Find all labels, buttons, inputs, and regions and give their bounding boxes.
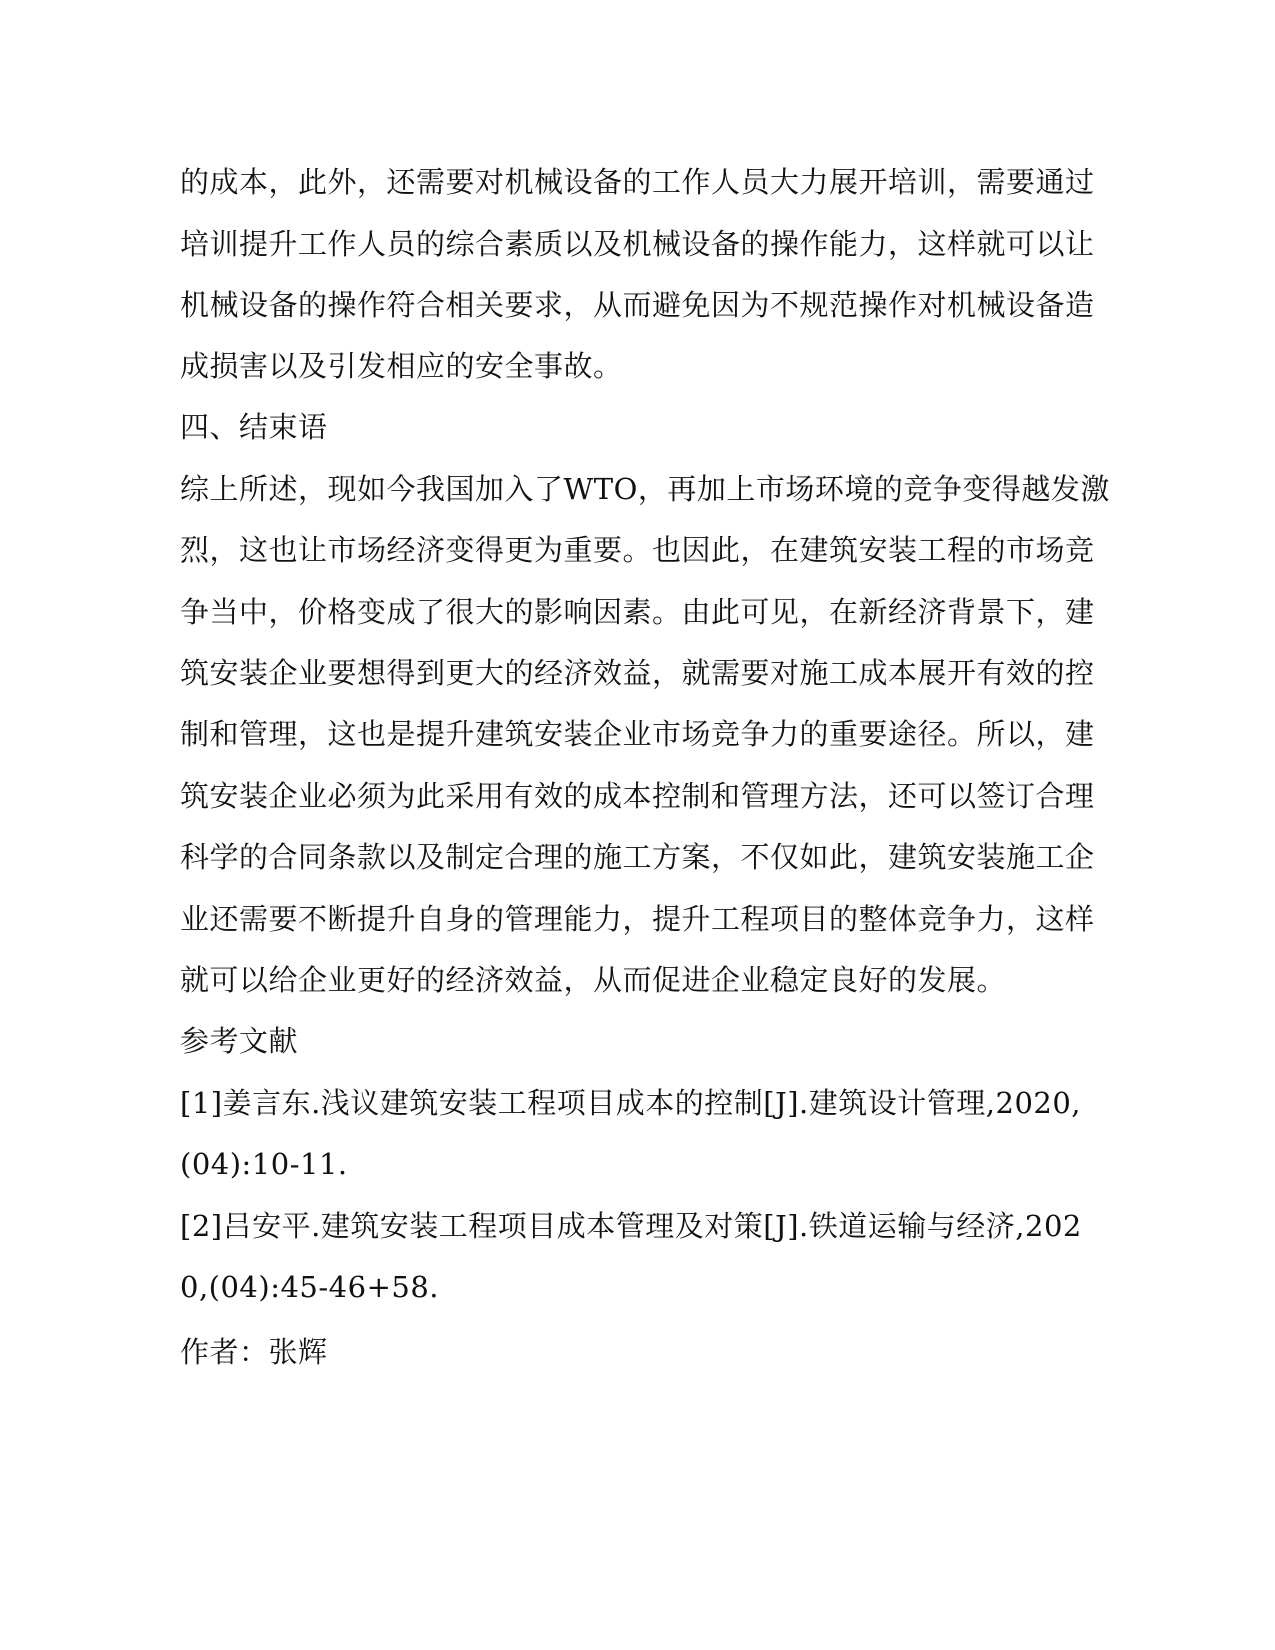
body-text-line: 综上所述，现如今我国加入了WTO，再加上市场环境的竞争变得越发激	[180, 472, 1110, 506]
reference-line: [1]姜言东.浅议建筑安装工程项目成本的控制[J].建筑设计管理,2020,	[180, 1086, 1082, 1120]
body-text-line: 的成本，此外，还需要对机械设备的工作人员大力展开培训，需要通过	[180, 165, 1095, 199]
reference-line: (04):10-11.	[180, 1147, 348, 1181]
body-text-line: 争当中，价格变成了很大的影响因素。由此可见，在新经济背景下，建	[180, 595, 1095, 629]
reference-line: 0,(04):45-46+58.	[180, 1270, 439, 1304]
body-text-line: 培训提升工作人员的综合素质以及机械设备的操作能力，这样就可以让	[180, 227, 1095, 261]
body-text-line: 制和管理，这也是提升建筑安装企业市场竞争力的重要途径。所以，建	[180, 717, 1095, 751]
author-line: 作者：张辉	[180, 1335, 328, 1369]
body-text-line: 筑安装企业要想得到更大的经济效益，就需要对施工成本展开有效的控	[180, 656, 1095, 690]
section-heading: 四、结束语	[180, 410, 328, 444]
body-text-line: 筑安装企业必须为此采用有效的成本控制和管理方法，还可以签订合理	[180, 779, 1095, 813]
body-text-line: 业还需要不断提升自身的管理能力，提升工程项目的整体竞争力，这样	[180, 902, 1095, 936]
body-text-line: 科学的合同条款以及制定合理的施工方案，不仅如此，建筑安装施工企	[180, 840, 1095, 874]
references-heading: 参考文献	[180, 1024, 299, 1058]
reference-line: [2]吕安平.建筑安装工程项目成本管理及对策[J].铁道运输与经济,202	[180, 1209, 1082, 1243]
body-text-line: 烈，这也让市场经济变得更为重要。也因此，在建筑安装工程的市场竞	[180, 533, 1095, 567]
body-text-line: 成损害以及引发相应的安全事故。	[180, 349, 623, 383]
body-text-line: 机械设备的操作符合相关要求，从而避免因为不规范操作对机械设备造	[180, 288, 1095, 322]
body-text-line: 就可以给企业更好的经济效益，从而促进企业稳定良好的发展。	[180, 963, 1007, 997]
